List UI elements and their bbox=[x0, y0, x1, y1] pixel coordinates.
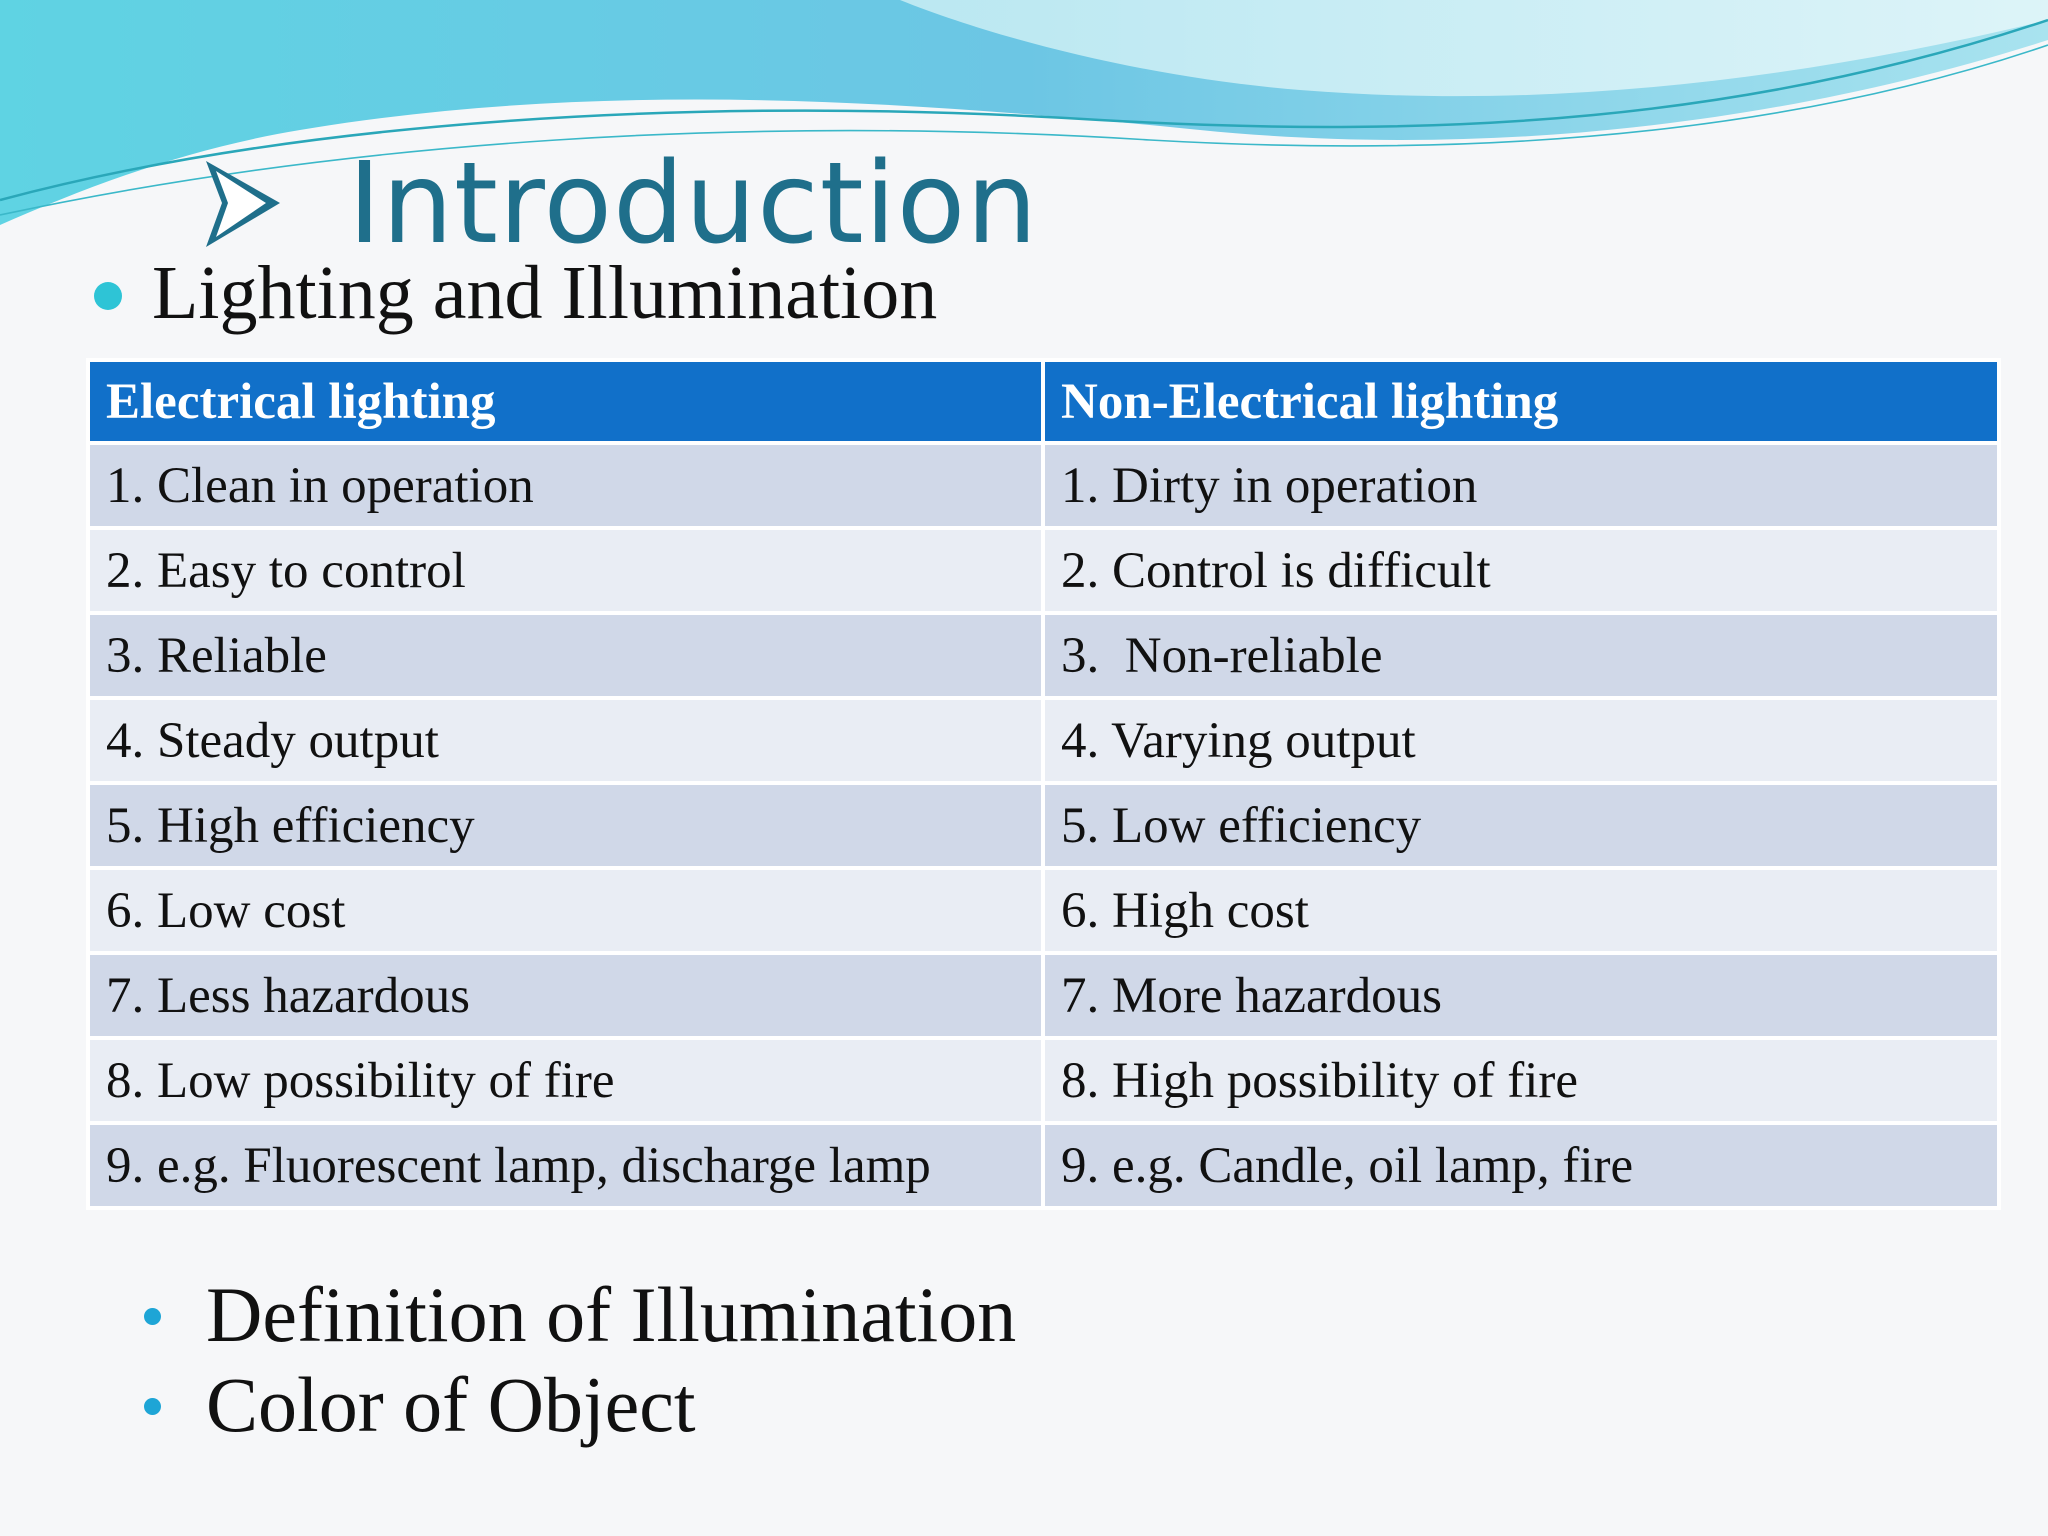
table-cell: 5. Low efficiency bbox=[1043, 783, 1999, 868]
bullet-dot-icon bbox=[144, 1398, 161, 1415]
table-cell: 4. Steady output bbox=[88, 698, 1043, 783]
table-cell: 7. Less hazardous bbox=[88, 953, 1043, 1038]
bullet-dot-icon bbox=[94, 282, 122, 310]
table-cell: 9. e.g. Candle, oil lamp, fire bbox=[1043, 1123, 1999, 1208]
comparison-table bbox=[86, 358, 2001, 1210]
table-row bbox=[88, 528, 1999, 613]
table-cell: 4. Varying output bbox=[1043, 698, 1999, 783]
table-cell: 5. High efficiency bbox=[88, 783, 1043, 868]
table-row bbox=[88, 953, 1999, 1038]
table-cell: 3. Reliable bbox=[88, 613, 1043, 698]
table-row bbox=[88, 868, 1999, 953]
slide-title: Introduction bbox=[348, 139, 1039, 269]
table-row bbox=[88, 783, 1999, 868]
subtitle-text: Lighting and Illumination bbox=[152, 251, 938, 335]
bullet-text: Definition of Illumination bbox=[206, 1271, 1017, 1358]
header-non-electrical: Non-Electrical lighting bbox=[1043, 360, 1999, 443]
arrow-head-icon bbox=[200, 157, 282, 249]
table-cell: 6. Low cost bbox=[88, 868, 1043, 953]
table-cell: 1. Dirty in operation bbox=[1043, 443, 1999, 528]
table-cell: 2. Control is difficult bbox=[1043, 528, 1999, 613]
table-row bbox=[88, 698, 1999, 783]
table-cell: 9. e.g. Fluorescent lamp, discharge lamp bbox=[88, 1123, 1043, 1208]
table-row bbox=[88, 1038, 1999, 1123]
table-row bbox=[88, 443, 1999, 528]
table-cell: 8. High possibility of fire bbox=[1043, 1038, 1999, 1123]
bullet-text: Color of Object bbox=[206, 1361, 696, 1448]
table-cell: 8. Low possibility of fire bbox=[88, 1038, 1043, 1123]
header-electrical: Electrical lighting bbox=[88, 360, 1043, 443]
table-row bbox=[88, 613, 1999, 698]
table-cell: 1. Clean in operation bbox=[88, 443, 1043, 528]
table-header-row bbox=[88, 360, 1999, 443]
table-cell: 2. Easy to control bbox=[88, 528, 1043, 613]
table-cell: 3. Non-reliable bbox=[1043, 613, 1999, 698]
bullet-dot-icon bbox=[144, 1308, 161, 1325]
table-cell: 7. More hazardous bbox=[1043, 953, 1999, 1038]
table-row bbox=[88, 1123, 1999, 1208]
table-cell: 6. High cost bbox=[1043, 868, 1999, 953]
